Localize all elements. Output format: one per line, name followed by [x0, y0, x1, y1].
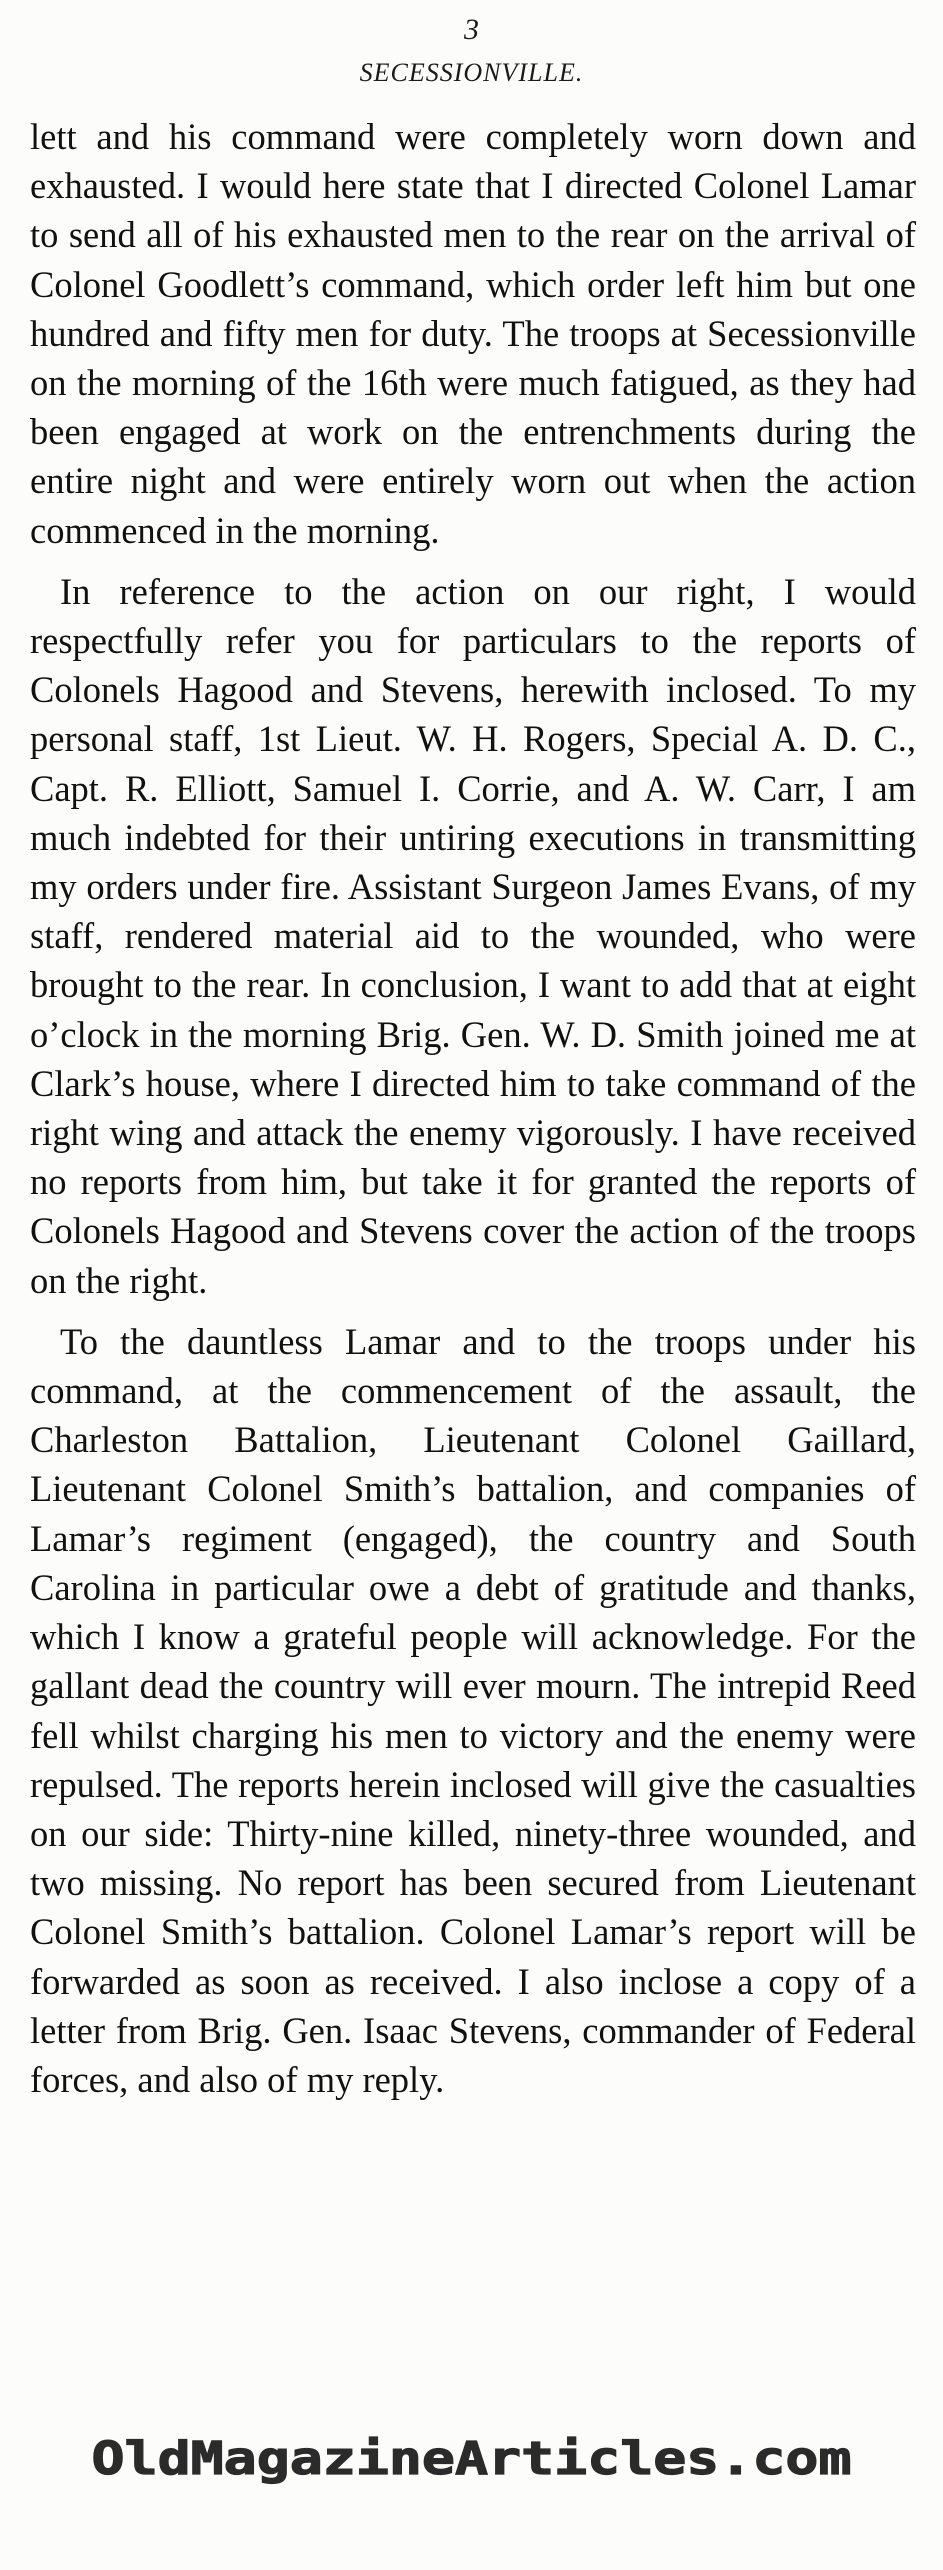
- running-head: SECESSIONVILLE.: [359, 58, 584, 87]
- site-watermark: [0, 2430, 943, 2490]
- watermark-logo: [0, 2430, 943, 2490]
- paragraph-2: In reference to the action on our right, I would respectfully refer you for particulars to the reports of Colonels Hagood and Stevens, herewith inclosed. To my personal staff, 1st Lieut. W. H. Rogers, Special A. D. C., Capt. R. Elliott, Samuel I. Corrie, and A. W. Carr, I am much indebted for their untiring executions in transmitting my orders under fire. Assistant Surgeon James Evans, of my staff, rendered material aid to the wounded, who were brought to the rear. In conclusion, I want to add that at eight o’clock in the morning Brig. Gen. W. D. Smith joined me at Clark’s house, where I directed him to take command of the right wing and attack the enemy vigorously. I have received no reports from him, but take it for granted the reports of Colonels Hagood and Stevens cover the action of the troops on the right.: [30, 570, 916, 1301]
- page-number: 3: [464, 13, 479, 46]
- watermark-text: OldMagazineArticles.com: [91, 2432, 852, 2485]
- article-body: [30, 112, 916, 2116]
- paragraph-3: To the dauntless Lamar and to the troops under his command, at the commencement of the assault, the Charleston Battalion, Lieutenant Colonel Gaillard, Lieutenant Colonel Smith’s battalion, and companies of Lamar’s regiment (engaged), the country and South Carolina in particular owe a debt of gratitude and thanks, which I know a grateful people will acknowledge. For the gallant dead the country will ever mourn. The intrepid Reed fell whilst charging his men to victory and the enemy were repulsed. The reports herein inclosed will give the casualties on our side: Thirty-nine killed, ninety-three wounded, and two missing. No report has been secured from Lieutenant Colonel Smith’s battalion. Colonel Lamar’s report will be forwarded as soon as received. I also inclose a copy of a letter from Brig. Gen. Isaac Stevens, commander of Federal forces, and also of my reply.: [30, 1320, 916, 2100]
- paragraph-1: lett and his command were completely worn down and exhausted. I would here state that I directed Colonel Lamar to send all of his exhausted men to the rear on the arrival of Colonel Goodlett’s command, which order left him but one hundred and fifty men for duty. The troops at Secessionville on the morning of the 16th were much fatigued, as they had been engaged at work on the entrenchments during the entire night and were entirely worn out when the action commenced in the morning.: [30, 116, 916, 551]
